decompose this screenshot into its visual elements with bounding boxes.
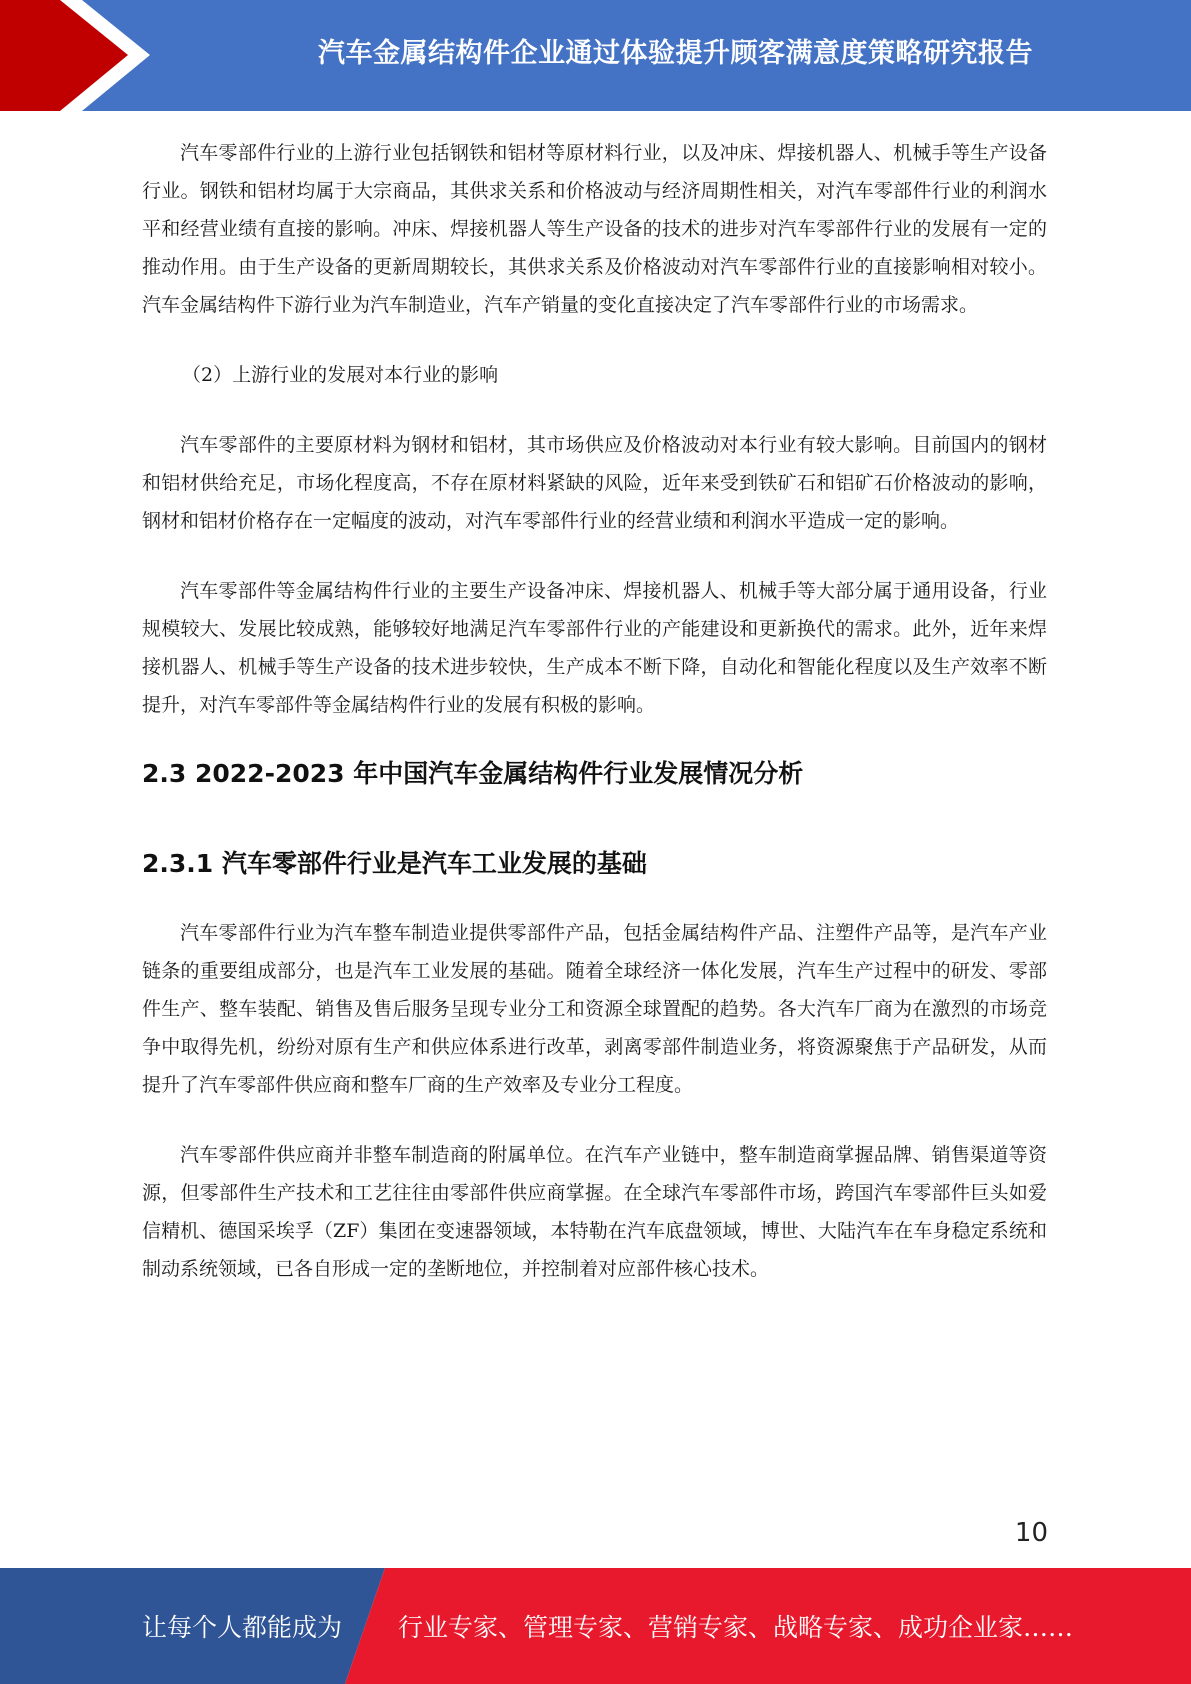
footer-slogan-left: 让每个人都能成为 <box>142 1613 343 1642</box>
footer-slogan-right: 行业专家、管理专家、营销专家、战略专家、成功企业家…… <box>398 1613 1074 1642</box>
paragraph: 汽车零部件行业的上游行业包括钢铁和铝材等原材料行业，以及冲床、焊接机器人、机械手等生产设备行业。钢铁和铝材均属于大宗商品，其供求关系和价格波动与经济周期性相关，对汽车零部件行业的利润水平和经营业绩有直接的影响。冲床、焊接机器人等生产设备的技术的进步对汽车零部件行业的发展有一定的推动作用。由于生产设备的更新周期较长，其供求关系及价格波动对汽车零部件行业的直接影响相对较小。汽车金属结构件下游行业为汽车制造业，汽车产销量的变化直接决定了汽车零部件行业的市场需求。 <box>142 142 1047 316</box>
page-number: 10 <box>1014 1518 1048 1548</box>
paragraph: 汽车零部件供应商并非整车制造商的附属单位。在汽车产业链中，整车制造商掌握品牌、销售渠道等资源，但零部件生产技术和工艺往往由零部件供应商掌握。在全球汽车零部件市场，跨国汽车零部件巨头如爱信精机、德国采埃孚（ZF）集团在变速器领域，本特勒在汽车底盘领域，博世、大陆汽车在车身稳定系统和制动系统领域，已各自形成一定的垄断地位，并控制着对应部件核心技术。 <box>142 1144 1047 1280</box>
document-body <box>142 134 1047 1288</box>
subsection-heading: 2.3.1 汽车零部件行业是汽车工业发展的基础 <box>142 849 647 878</box>
page-header <box>0 0 1191 111</box>
page-footer <box>0 1568 1191 1684</box>
paragraph: 汽车零部件行业为汽车整车制造业提供零部件产品，包括金属结构件产品、注塑件产品等，是汽车产业链条的重要组成部分，也是汽车工业发展的基础。随着全球经济一体化发展，汽车生产过程中的研发、零部件生产、整车装配、销售及售后服务呈现专业分工和资源全球置配的趋势。各大汽车厂商为在激烈的市场竞争中取得先机，纷纷对原有生产和供应体系进行改革，剥离零部件制造业务，将资源聚焦于产品研发，从而提升了汽车零部件供应商和整车厂商的生产效率及专业分工程度。 <box>142 922 1047 1096</box>
header-title: 汽车金属结构件企业通过体验提升顾客满意度策略研究报告 <box>318 37 1033 69</box>
subheading: （2）上游行业的发展对本行业的影响 <box>182 364 499 386</box>
section-heading: 2.3 2022-2023 年中国汽车金属结构件行业发展情况分析 <box>142 759 804 788</box>
paragraph: 汽车零部件的主要原材料为钢材和铝材，其市场供应及价格波动对本行业有较大影响。目前国内的钢材和铝材供给充足，市场化程度高，不存在原材料紧缺的风险，近年来受到铁矿石和铝矿石价格波动的影响，钢材和铝材价格存在一定幅度的波动，对汽车零部件行业的经营业绩和利润水平造成一定的影响。 <box>142 434 1047 532</box>
paragraph: 汽车零部件等金属结构件行业的主要生产设备冲床、焊接机器人、机械手等大部分属于通用设备，行业规模较大、发展比较成熟，能够较好地满足汽车零部件行业的产能建设和更新换代的需求。此外，近年来焊接机器人、机械手等生产设备的技术进步较快，生产成本不断下降，自动化和智能化程度以及生产效率不断提升，对汽车零部件等金属结构件行业的发展有积极的影响。 <box>142 580 1047 716</box>
